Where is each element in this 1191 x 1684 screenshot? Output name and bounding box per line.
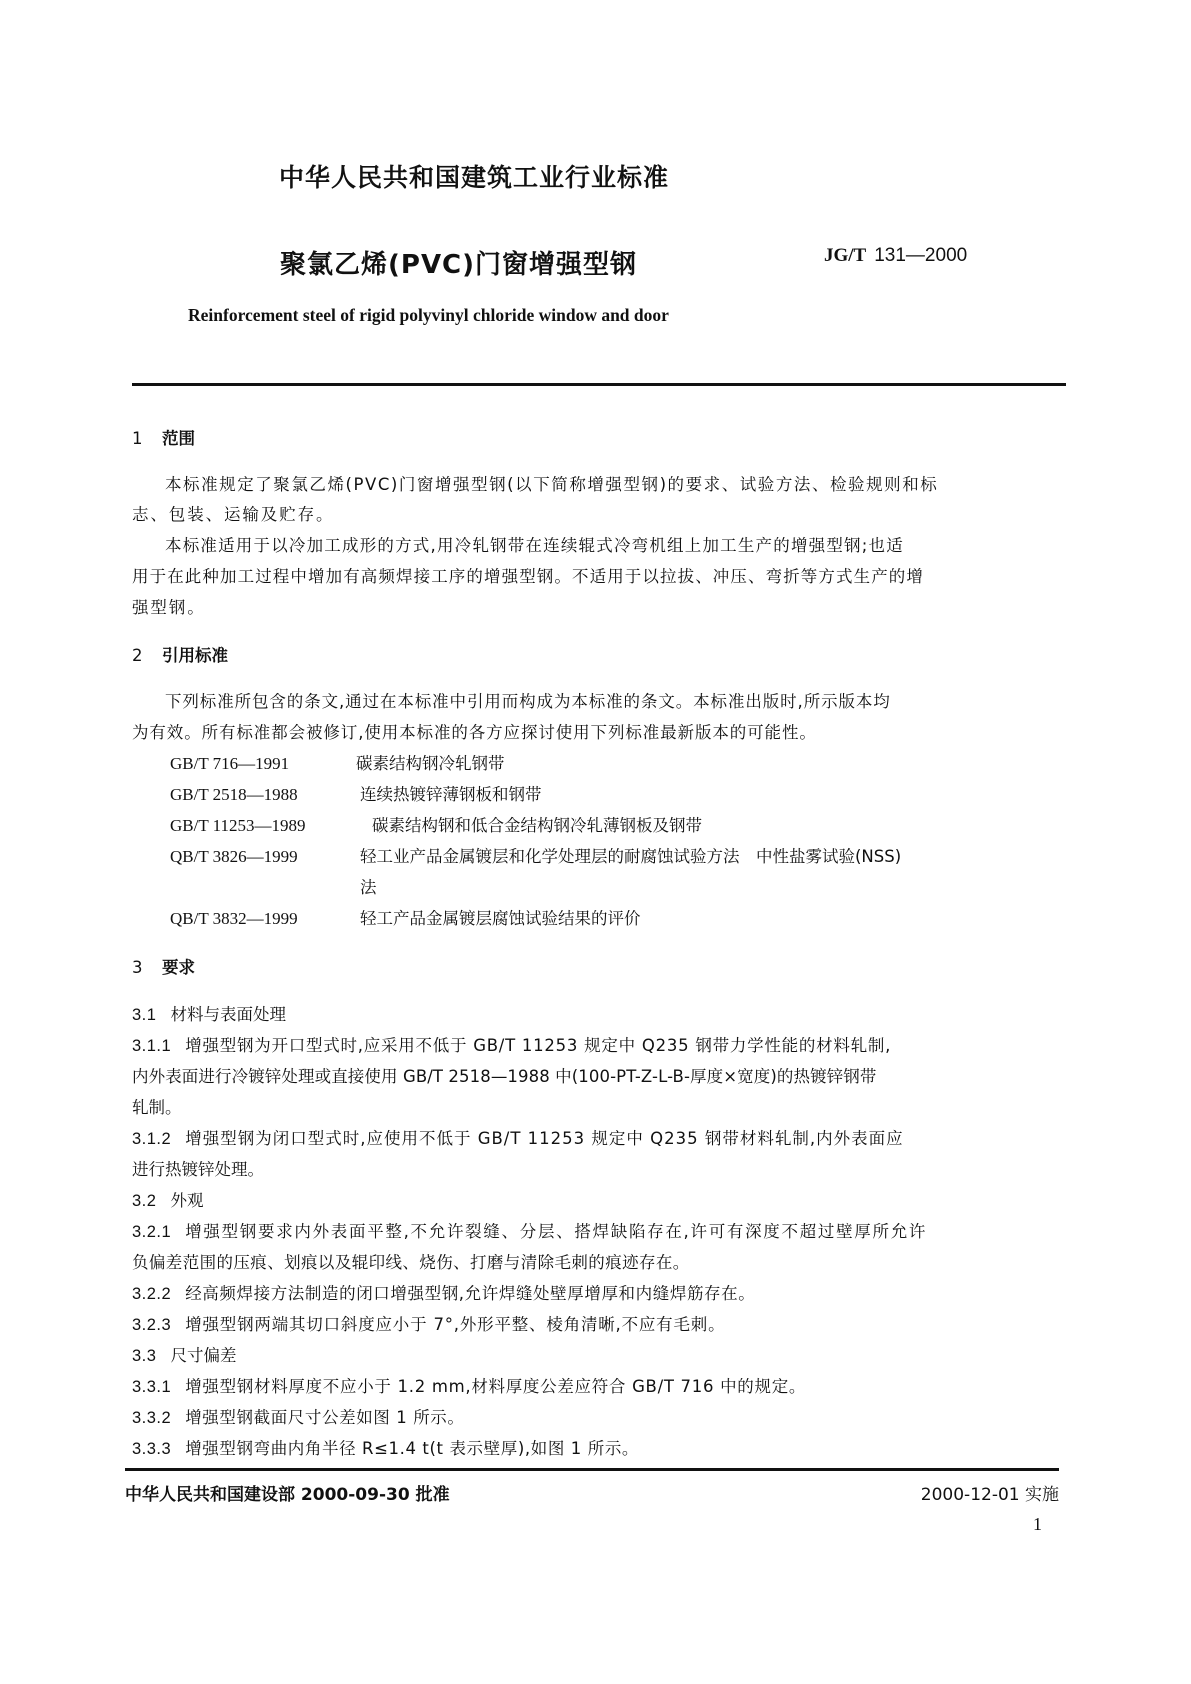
clause-number: 3.3.1 <box>132 1378 172 1396</box>
section-1-heading <box>132 425 195 449</box>
clause-3-1-2 <box>132 1125 904 1149</box>
clause-text: 经高频焊接方法制造的闭口增强型钢,允许焊缝处壁厚增厚和内缝焊筋存在。 <box>185 1284 756 1303</box>
clause-3-3-2 <box>132 1404 465 1428</box>
s1-para1-line2: 志、包装、运输及贮存。 <box>132 505 335 524</box>
reference-title: 碳素结构钢和低合金结构钢冷轧薄钢板及钢带 <box>372 816 702 835</box>
reference-item-continuation: 法 <box>360 878 377 897</box>
clause-text: 增强型钢两端其切口斜度应小于 7°,外形平整、棱角清晰,不应有毛刺。 <box>185 1315 726 1334</box>
s1-para2-line2: 用于在此种加工过程中增加有高频焊接工序的增强型钢。不适用于以拉拔、冲压、弯折等方式生产的增 <box>132 567 924 586</box>
subsection-3-1-heading <box>132 1001 286 1025</box>
clause-number: 3.1.1 <box>132 1037 172 1055</box>
clause-text: 增强型钢弯曲内角半径 R≤1.4 t(t 表示壁厚),如图 1 所示。 <box>185 1439 640 1458</box>
subsection-title: 外观 <box>170 1191 204 1210</box>
clause-3-2-2 <box>132 1280 755 1304</box>
s1-para2-line1: 本标准适用于以冷加工成形的方式,用冷轧钢带在连续辊式冷弯机组上加工生产的增强型钢;也适 <box>165 536 904 555</box>
clause-number: 3.2.2 <box>132 1285 172 1303</box>
reference-item <box>170 781 542 805</box>
subsection-number: 3.2 <box>132 1192 157 1210</box>
clause-3-1-2-line2: 进行热镀锌处理。 <box>132 1160 264 1179</box>
section-title: 范围 <box>162 429 195 448</box>
s2-intro-line1: 下列标准所包含的条文,通过在本标准中引用而构成为本标准的条文。本标准出版时,所示版本均 <box>165 692 891 711</box>
s1-para2-line3: 强型钢。 <box>132 598 206 617</box>
section-number: 3 <box>132 958 143 977</box>
subsection-3-3-heading <box>132 1342 236 1366</box>
subsection-title: 材料与表面处理 <box>170 1005 286 1024</box>
subsection-number: 3.3 <box>132 1347 157 1365</box>
clause-3-1-1 <box>132 1032 891 1056</box>
section-number: 1 <box>132 429 143 448</box>
clause-text: 增强型钢截面尺寸公差如图 1 所示。 <box>185 1408 465 1427</box>
page-number: 1 <box>1033 1514 1042 1534</box>
document-title-cn: 聚氯乙烯(PVC)门窗增强型钢 <box>280 250 638 280</box>
header-divider <box>132 383 1066 386</box>
clause-3-3-3 <box>132 1435 639 1459</box>
reference-item <box>170 750 505 774</box>
reference-item <box>170 905 641 929</box>
section-number: 2 <box>132 646 143 665</box>
clause-3-1-1-line2: 内外表面进行冷镀锌处理或直接使用 GB/T 2518—1988 中(100-PT-Z-L-B-厚度×宽度)的热镀锌钢带 <box>132 1067 877 1086</box>
reference-title: 连续热镀锌薄钢板和钢带 <box>360 785 542 804</box>
reference-title: 碳素结构钢冷轧钢带 <box>356 754 505 773</box>
standard-code-number: 131—2000 <box>874 245 968 266</box>
subsection-title: 尺寸偏差 <box>170 1346 237 1365</box>
section-3-heading <box>132 954 195 978</box>
clause-3-2-3 <box>132 1311 725 1335</box>
implementation-date: 2000-12-01 实施 <box>920 1485 1059 1505</box>
clause-text: 增强型钢材料厚度不应小于 1.2 mm,材料厚度公差应符合 GB/T 716 中的规定。 <box>185 1377 807 1396</box>
reference-title: 轻工产品金属镀层腐蚀试验结果的评价 <box>360 909 641 928</box>
reference-item <box>170 843 901 867</box>
clause-text: 增强型钢为开口型式时,应采用不低于 GB/T 11253 规定中 Q235 钢带力学性能的材料轧制, <box>185 1036 892 1055</box>
s2-intro-line2: 为有效。所有标准都会被修订,使用本标准的各方应探讨使用下列标准最新版本的可能性。 <box>132 723 817 742</box>
reference-code: GB/T 716—1991 <box>170 754 290 773</box>
reference-code: GB/T 2518—1988 <box>170 785 298 804</box>
reference-title: 轻工业产品金属镀层和化学处理层的耐腐蚀试验方法 中性盐雾试验(NSS) <box>360 847 902 866</box>
clause-number: 3.3.3 <box>132 1440 172 1458</box>
reference-code: QB/T 3832—1999 <box>170 909 298 928</box>
clause-number: 3.2.3 <box>132 1316 172 1334</box>
clause-number: 3.1.2 <box>132 1130 172 1148</box>
approval-line: 中华人民共和国建设部 2000-09-30 批准 <box>125 1485 450 1505</box>
reference-code: QB/T 3826—1999 <box>170 847 298 866</box>
clause-3-2-1 <box>132 1218 927 1242</box>
subsection-number: 3.1 <box>132 1006 157 1024</box>
section-2-heading <box>132 642 228 666</box>
document-title-en: Reinforcement steel of rigid polyvinyl chloride window and door <box>188 305 669 325</box>
footer-divider <box>125 1468 1059 1471</box>
clause-3-1-1-line3: 轧制。 <box>132 1098 182 1117</box>
standard-number <box>824 245 967 267</box>
reference-code: GB/T 11253—1989 <box>170 816 306 835</box>
subsection-3-2-heading <box>132 1187 203 1211</box>
clause-text: 增强型钢要求内外表面平整,不允许裂缝、分层、搭焊缺陷存在,许可有深度不超过壁厚所允许 <box>185 1222 928 1241</box>
section-title: 要求 <box>162 958 195 977</box>
clause-3-3-1 <box>132 1373 806 1397</box>
s1-para1-line1: 本标准规定了聚氯乙烯(PVC)门窗增强型钢(以下简称增强型钢)的要求、试验方法、检验规则和标 <box>165 475 939 494</box>
clause-text: 增强型钢为闭口型式时,应使用不低于 GB/T 11253 规定中 Q235 钢带材料轧制,内外表面应 <box>185 1129 904 1148</box>
clause-number: 3.3.2 <box>132 1409 172 1427</box>
standard-code-prefix: JG/T <box>824 245 867 266</box>
clause-number: 3.2.1 <box>132 1223 172 1241</box>
section-title: 引用标准 <box>162 646 228 665</box>
reference-item <box>170 812 702 836</box>
clause-3-2-1-line2: 负偏差范围的压痕、划痕以及辊印线、烧伤、打磨与清除毛刺的痕迹存在。 <box>132 1253 690 1272</box>
issuing-body-title: 中华人民共和国建筑工业行业标准 <box>279 163 670 192</box>
